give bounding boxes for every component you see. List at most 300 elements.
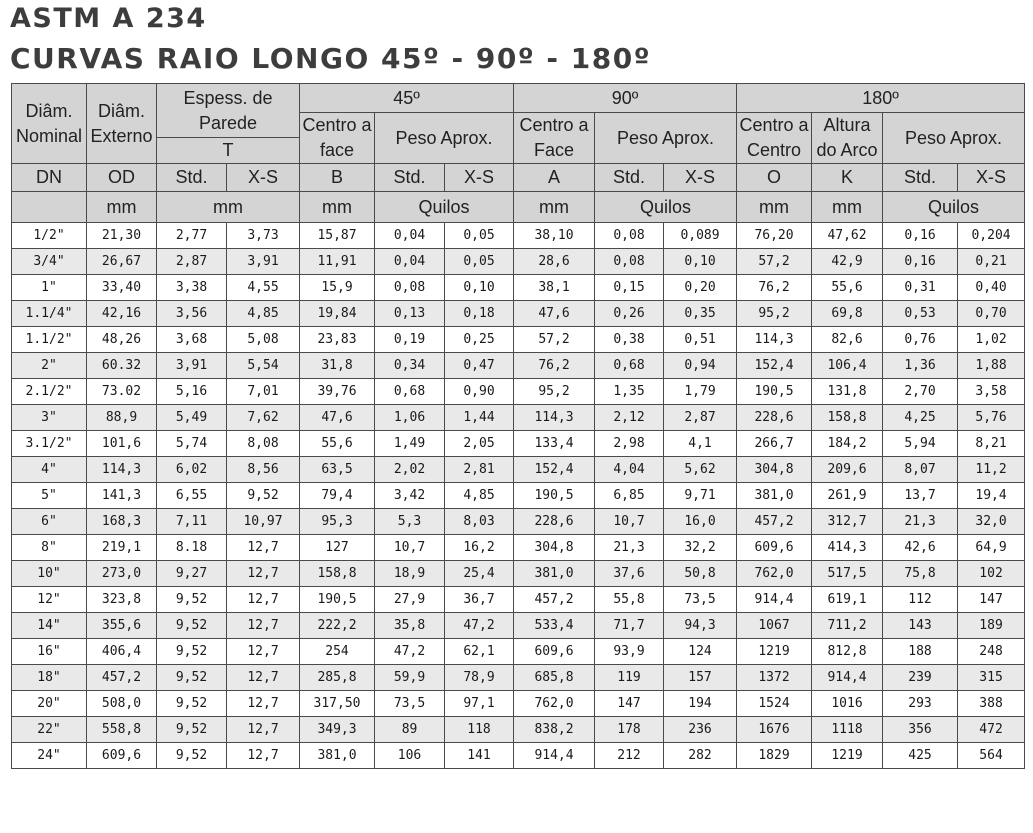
table-cell: 27,9 [375,587,445,613]
table-cell: 8.18 [157,535,227,561]
table-cell: 3,91 [227,249,300,275]
table-cell: 0,18 [445,301,514,327]
table-cell: 517,5 [812,561,883,587]
table-cell: 47,62 [812,223,883,249]
table-cell: 8,08 [227,431,300,457]
header-peso-90: Peso Aprox. [595,113,737,164]
table-cell: 9,52 [157,717,227,743]
table-cell: 141,3 [87,483,157,509]
unit-quilos: Quilos [375,192,514,223]
table-cell: 7,62 [227,405,300,431]
page-title: ASTM A 234 [10,3,207,34]
table-cell: 23,83 [300,327,375,353]
unit-mm: mm [514,192,595,223]
table-cell: 0,53 [883,301,958,327]
table-cell: 315 [958,665,1025,691]
table-cell: 95,3 [300,509,375,535]
table-cell: 7,01 [227,379,300,405]
table-cell: 76,2 [737,275,812,301]
table-cell: 3" [12,405,87,431]
table-cell: 1/2" [12,223,87,249]
table-cell: 5,62 [664,457,737,483]
table-cell: 12,7 [227,535,300,561]
table-cell: 304,8 [737,457,812,483]
table-cell: 59,9 [375,665,445,691]
table-cell: 762,0 [514,691,595,717]
table-row [12,613,1025,639]
table-cell: 95,2 [514,379,595,405]
table-cell: 102 [958,561,1025,587]
table-cell: 282 [664,743,737,769]
header-peso-45: Peso Aprox. [375,113,514,164]
table-cell: 39,76 [300,379,375,405]
table-cell: 131,8 [812,379,883,405]
table-cell: 32,0 [958,509,1025,535]
code-xs: X-S [958,164,1025,192]
table-cell: 0,51 [664,327,737,353]
table-cell: 31,8 [300,353,375,379]
table-cell: 0,05 [445,223,514,249]
table-row [12,379,1025,405]
header-diam-externo: Diâm. Externo [87,84,157,164]
table-cell: 406,4 [87,639,157,665]
table-cell: 2,05 [445,431,514,457]
table-cell: 609,6 [514,639,595,665]
table-cell: 1,44 [445,405,514,431]
table-cell: 0,08 [595,223,664,249]
table-cell: 3,56 [157,301,227,327]
table-cell: 457,2 [87,665,157,691]
header-centro-face-45: Centro a face [300,113,375,164]
table-cell: 1829 [737,743,812,769]
table-cell: 1524 [737,691,812,717]
table-cell: 9,71 [664,483,737,509]
table-cell: 0,35 [664,301,737,327]
table-row [12,405,1025,431]
table-row [12,535,1025,561]
table-cell: 5,76 [958,405,1025,431]
table-cell: 133,4 [514,431,595,457]
unit-mm: mm [157,192,300,223]
table-cell: 228,6 [514,509,595,535]
header-peso-180: Peso Aprox. [883,113,1025,164]
table-cell: 0,15 [595,275,664,301]
code-xs: X-S [445,164,514,192]
table-cell: 94,3 [664,613,737,639]
table-cell: 609,6 [87,743,157,769]
table-cell: 0,76 [883,327,958,353]
table-cell: 55,6 [300,431,375,457]
table-cell: 143 [883,613,958,639]
table-row [12,457,1025,483]
unit-quilos: Quilos [595,192,737,223]
table-cell: 228,6 [737,405,812,431]
table-cell: 12,7 [227,665,300,691]
table-cell: 8,56 [227,457,300,483]
table-cell: 762,0 [737,561,812,587]
table-cell: 2,77 [157,223,227,249]
header-group-45: 45º [300,84,514,113]
table-cell: 8,03 [445,509,514,535]
table-cell: 0,13 [375,301,445,327]
table-cell: 38,1 [514,275,595,301]
table-cell: 2,81 [445,457,514,483]
table-cell: 914,4 [514,743,595,769]
table-cell: 4,25 [883,405,958,431]
table-cell: 304,8 [514,535,595,561]
header-t: T [157,138,300,164]
header-group-90: 90º [514,84,737,113]
table-cell: 4,55 [227,275,300,301]
table-cell: 838,2 [514,717,595,743]
table-cell: 26,67 [87,249,157,275]
table-cell: 0,16 [883,223,958,249]
table-cell: 914,4 [812,665,883,691]
table-cell: 212 [595,743,664,769]
table-cell: 0,31 [883,275,958,301]
table-cell: 312,7 [812,509,883,535]
table-cell: 188 [883,639,958,665]
table-cell: 0,68 [595,353,664,379]
table-cell: 2,02 [375,457,445,483]
table-cell: 141 [445,743,514,769]
unit-mm: mm [300,192,375,223]
table-cell: 0,94 [664,353,737,379]
table-cell: 16,2 [445,535,514,561]
table-cell: 124 [664,639,737,665]
table-cell: 2,70 [883,379,958,405]
table-cell: 10,7 [595,509,664,535]
table-cell: 2,12 [595,405,664,431]
table-cell: 10" [12,561,87,587]
table-cell: 533,4 [514,613,595,639]
table-cell: 13,7 [883,483,958,509]
table-cell: 3,42 [375,483,445,509]
table-cell: 47,6 [300,405,375,431]
table-cell: 62,1 [445,639,514,665]
table-row [12,639,1025,665]
table-cell: 1219 [812,743,883,769]
table-cell: 4,1 [664,431,737,457]
table-cell: 37,6 [595,561,664,587]
code-xs: X-S [664,164,737,192]
table-row [12,587,1025,613]
table-cell: 3,38 [157,275,227,301]
table-cell: 0,21 [958,249,1025,275]
table-cell: 8,07 [883,457,958,483]
table-cell: 33,40 [87,275,157,301]
table-cell: 55,6 [812,275,883,301]
table-cell: 6,85 [595,483,664,509]
table-cell: 114,3 [514,405,595,431]
table-cell: 119 [595,665,664,691]
table-cell: 0,26 [595,301,664,327]
table-cell: 12,7 [227,587,300,613]
table-cell: 106,4 [812,353,883,379]
table-cell: 16" [12,639,87,665]
table-cell: 76,20 [737,223,812,249]
table-cell: 711,2 [812,613,883,639]
table-cell: 0,25 [445,327,514,353]
table-cell: 1.1/4" [12,301,87,327]
table-cell: 4,85 [445,483,514,509]
table-cell: 9,52 [157,743,227,769]
table-body [12,223,1025,769]
table-cell: 564 [958,743,1025,769]
table-cell: 89 [375,717,445,743]
table-cell: 157 [664,665,737,691]
table-cell: 457,2 [737,509,812,535]
table-cell: 73,5 [375,691,445,717]
table-cell: 8" [12,535,87,561]
table-cell: 914,4 [737,587,812,613]
table-cell: 248 [958,639,1025,665]
table-cell: 414,3 [812,535,883,561]
code-std: Std. [883,164,958,192]
code-dn: DN [12,164,87,192]
table-cell: 381,0 [514,561,595,587]
header-centro-a-centro: Centro a Centro [737,113,812,164]
unit-quilos: Quilos [883,192,1025,223]
table-cell: 1,88 [958,353,1025,379]
table-cell: 28,6 [514,249,595,275]
table-cell: 12,7 [227,717,300,743]
table-cell: 0,20 [664,275,737,301]
table-cell: 63,5 [300,457,375,483]
table-cell: 3,58 [958,379,1025,405]
table-row [12,353,1025,379]
table-cell: 71,7 [595,613,664,639]
table-cell: 254 [300,639,375,665]
table-cell: 2,87 [157,249,227,275]
table-cell: 12,7 [227,743,300,769]
table-cell: 64,9 [958,535,1025,561]
table-cell: 619,1 [812,587,883,613]
table-cell: 57,2 [514,327,595,353]
unit-empty [12,192,87,223]
table-row [12,431,1025,457]
table-cell: 12,7 [227,561,300,587]
table-cell: 356 [883,717,958,743]
table-cell: 1,35 [595,379,664,405]
table-cell: 22" [12,717,87,743]
code-od: OD [87,164,157,192]
table-cell: 685,8 [514,665,595,691]
table-cell: 381,0 [737,483,812,509]
table-cell: 3/4" [12,249,87,275]
header-espessura: Espess. de Parede [157,84,300,138]
table-cell: 0,70 [958,301,1025,327]
table-cell: 5" [12,483,87,509]
table-cell: 12,7 [227,691,300,717]
table-cell: 0,16 [883,249,958,275]
table-cell: 79,4 [300,483,375,509]
table-cell: 317,50 [300,691,375,717]
table-cell: 190,5 [514,483,595,509]
table-cell: 15,87 [300,223,375,249]
table-cell: 508,0 [87,691,157,717]
table-cell: 21,30 [87,223,157,249]
table-cell: 38,10 [514,223,595,249]
table-cell: 95,2 [737,301,812,327]
table-cell: 57,2 [737,249,812,275]
table-row [12,509,1025,535]
table-cell: 32,2 [664,535,737,561]
table-cell: 0,10 [445,275,514,301]
table-row [12,743,1025,769]
table-cell: 1,02 [958,327,1025,353]
table-cell: 47,2 [445,613,514,639]
table-cell: 114,3 [87,457,157,483]
table-row [12,249,1025,275]
table-cell: 158,8 [812,405,883,431]
table-row [12,301,1025,327]
table-cell: 152,4 [514,457,595,483]
table-cell: 4,85 [227,301,300,327]
table-cell: 127 [300,535,375,561]
table-cell: 3,73 [227,223,300,249]
table-cell: 1372 [737,665,812,691]
code-o: O [737,164,812,192]
table-cell: 222,2 [300,613,375,639]
table-cell: 114,3 [737,327,812,353]
table-cell: 1,36 [883,353,958,379]
table-cell: 355,6 [87,613,157,639]
table-row [12,275,1025,301]
table-cell: 9,52 [157,691,227,717]
table-cell: 106 [375,743,445,769]
table-row [12,327,1025,353]
table-cell: 9,52 [157,639,227,665]
table-cell: 112 [883,587,958,613]
table-cell: 60.32 [87,353,157,379]
table-cell: 93,9 [595,639,664,665]
table-cell: 42,9 [812,249,883,275]
table-cell: 2,98 [595,431,664,457]
code-std: Std. [375,164,445,192]
table-cell: 48,26 [87,327,157,353]
table-cell: 35,8 [375,613,445,639]
table-cell: 0,19 [375,327,445,353]
table-cell: 388 [958,691,1025,717]
table-cell: 0,40 [958,275,1025,301]
table-cell: 168,3 [87,509,157,535]
table-cell: 472 [958,717,1025,743]
table-cell: 261,9 [812,483,883,509]
table-cell: 3.1/2" [12,431,87,457]
table-cell: 47,6 [514,301,595,327]
table-cell: 2.1/2" [12,379,87,405]
table-cell: 0,34 [375,353,445,379]
table-cell: 76,2 [514,353,595,379]
table-cell: 1118 [812,717,883,743]
table-cell: 0,04 [375,249,445,275]
table-cell: 16,0 [664,509,737,535]
table-cell: 6,02 [157,457,227,483]
table-cell: 285,8 [300,665,375,691]
table-cell: 10,97 [227,509,300,535]
table-cell: 349,3 [300,717,375,743]
table-cell: 97,1 [445,691,514,717]
table-cell: 9,52 [157,613,227,639]
table-cell: 3,68 [157,327,227,353]
table-cell: 12,7 [227,613,300,639]
table-cell: 425 [883,743,958,769]
table-cell: 12,7 [227,639,300,665]
table-cell: 9,52 [227,483,300,509]
table-cell: 158,8 [300,561,375,587]
table-cell: 0,05 [445,249,514,275]
table-cell: 239 [883,665,958,691]
table-cell: 101,6 [87,431,157,457]
table-cell: 47,2 [375,639,445,665]
table-cell: 14" [12,613,87,639]
table-cell: 5,74 [157,431,227,457]
table-cell: 323,8 [87,587,157,613]
table-cell: 118 [445,717,514,743]
table-row [12,561,1025,587]
table-cell: 10,7 [375,535,445,561]
table-cell: 293 [883,691,958,717]
table-cell: 178 [595,717,664,743]
table-cell: 0,08 [375,275,445,301]
table-cell: 5,3 [375,509,445,535]
table-cell: 20" [12,691,87,717]
table-cell: 209,6 [812,457,883,483]
table-cell: 2" [12,353,87,379]
table-cell: 12" [12,587,87,613]
table-cell: 0,089 [664,223,737,249]
table-cell: 9,52 [157,587,227,613]
table-cell: 2,87 [664,405,737,431]
table-cell: 73.02 [87,379,157,405]
table-cell: 0,38 [595,327,664,353]
page-subtitle: CURVAS RAIO LONGO 45º - 90º - 180º [10,42,651,75]
table-row [12,665,1025,691]
table-row [12,483,1025,509]
table-cell: 42,16 [87,301,157,327]
table-cell: 0,08 [595,249,664,275]
table-cell: 5,16 [157,379,227,405]
table-cell: 1016 [812,691,883,717]
table-cell: 36,7 [445,587,514,613]
table-cell: 78,9 [445,665,514,691]
table-cell: 75,8 [883,561,958,587]
table-cell: 18" [12,665,87,691]
table-cell: 7,11 [157,509,227,535]
table-cell: 9,27 [157,561,227,587]
table-cell: 194 [664,691,737,717]
table-cell: 381,0 [300,743,375,769]
table-cell: 1,06 [375,405,445,431]
table-cell: 21,3 [883,509,958,535]
table-cell: 8,21 [958,431,1025,457]
table-cell: 4" [12,457,87,483]
code-a: A [514,164,595,192]
table-cell: 21,3 [595,535,664,561]
header-centro-face-90: Centro a Face [514,113,595,164]
table-cell: 0,90 [445,379,514,405]
table-cell: 1676 [737,717,812,743]
table-cell: 4,04 [595,457,664,483]
table-cell: 1219 [737,639,812,665]
table-cell: 1,79 [664,379,737,405]
table-cell: 558,8 [87,717,157,743]
table-cell: 18,9 [375,561,445,587]
table-cell: 219,1 [87,535,157,561]
table-cell: 24" [12,743,87,769]
table-cell: 0,204 [958,223,1025,249]
